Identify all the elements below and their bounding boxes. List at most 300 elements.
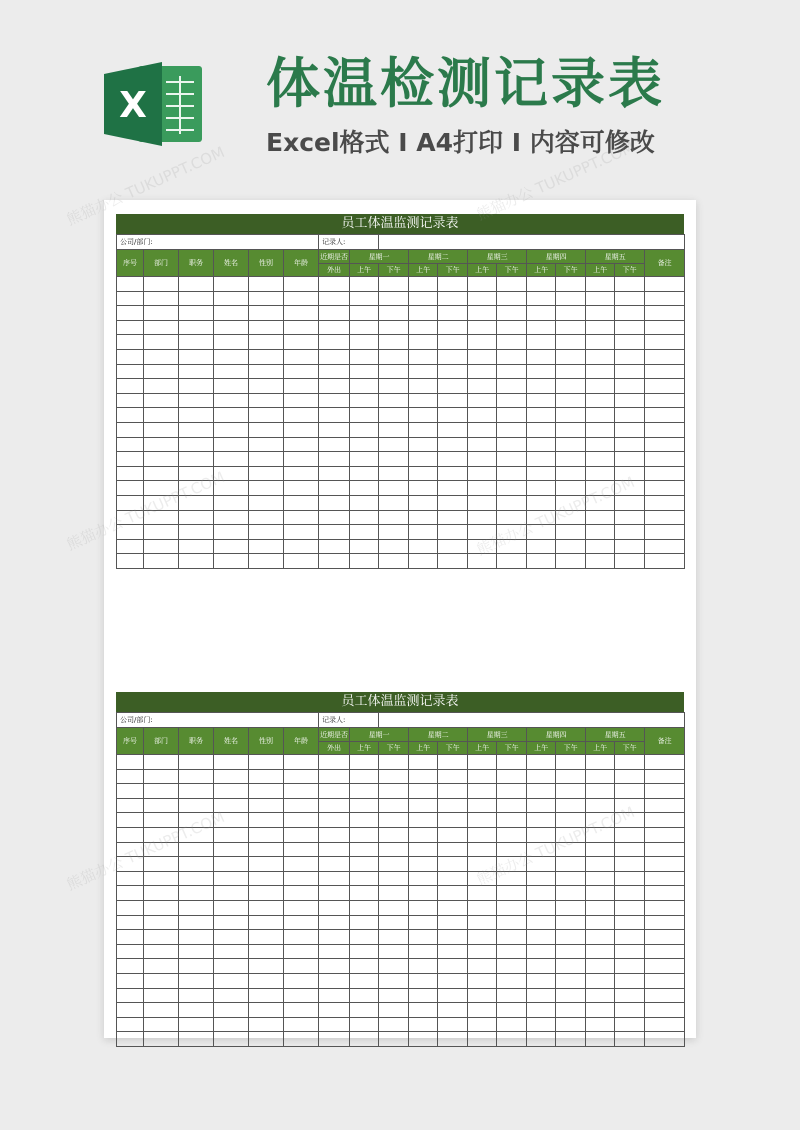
table-cell[interactable] xyxy=(117,973,144,988)
table-cell[interactable] xyxy=(615,755,645,770)
table-cell[interactable] xyxy=(379,320,409,335)
table-cell[interactable] xyxy=(409,306,438,321)
table-cell[interactable] xyxy=(497,930,527,945)
table-cell[interactable] xyxy=(615,510,645,525)
table-cell[interactable] xyxy=(527,481,556,496)
table-cell[interactable] xyxy=(556,871,586,886)
table-cell[interactable] xyxy=(350,525,379,540)
table-cell[interactable] xyxy=(556,320,586,335)
table-cell[interactable] xyxy=(468,798,497,813)
table-cell[interactable] xyxy=(497,495,527,510)
table-cell[interactable] xyxy=(438,871,468,886)
table-cell[interactable] xyxy=(645,1032,685,1047)
table-cell[interactable] xyxy=(645,335,685,350)
table-cell[interactable] xyxy=(179,466,214,481)
table-cell[interactable] xyxy=(438,466,468,481)
table-cell[interactable] xyxy=(249,1032,284,1047)
table-cell[interactable] xyxy=(468,291,497,306)
table-cell[interactable] xyxy=(586,857,615,872)
table-cell[interactable] xyxy=(468,857,497,872)
table-cell[interactable] xyxy=(319,481,350,496)
table-cell[interactable] xyxy=(556,539,586,554)
table-cell[interactable] xyxy=(284,784,319,799)
table-cell[interactable] xyxy=(438,452,468,467)
table-cell[interactable] xyxy=(179,1032,214,1047)
table-cell[interactable] xyxy=(379,539,409,554)
table-cell[interactable] xyxy=(468,393,497,408)
table-cell[interactable] xyxy=(438,959,468,974)
table-cell[interactable] xyxy=(249,944,284,959)
table-cell[interactable] xyxy=(117,277,144,292)
table-cell[interactable] xyxy=(249,364,284,379)
table-cell[interactable] xyxy=(350,959,379,974)
table-cell[interactable] xyxy=(319,554,350,569)
table-cell[interactable] xyxy=(497,349,527,364)
table-cell[interactable] xyxy=(468,944,497,959)
table-cell[interactable] xyxy=(350,277,379,292)
table-cell[interactable] xyxy=(409,349,438,364)
table-cell[interactable] xyxy=(249,320,284,335)
table-cell[interactable] xyxy=(179,784,214,799)
table-cell[interactable] xyxy=(350,900,379,915)
table-cell[interactable] xyxy=(468,755,497,770)
table-cell[interactable] xyxy=(284,379,319,394)
table-cell[interactable] xyxy=(409,900,438,915)
table-cell[interactable] xyxy=(379,784,409,799)
table-cell[interactable] xyxy=(179,813,214,828)
table-cell[interactable] xyxy=(438,842,468,857)
table-cell[interactable] xyxy=(319,335,350,350)
table-cell[interactable] xyxy=(319,437,350,452)
table-cell[interactable] xyxy=(497,827,527,842)
table-cell[interactable] xyxy=(556,291,586,306)
table-cell[interactable] xyxy=(117,784,144,799)
table-cell[interactable] xyxy=(556,769,586,784)
table-cell[interactable] xyxy=(179,393,214,408)
table-cell[interactable] xyxy=(409,320,438,335)
table-cell[interactable] xyxy=(249,784,284,799)
table-cell[interactable] xyxy=(586,871,615,886)
table-cell[interactable] xyxy=(319,408,350,423)
table-cell[interactable] xyxy=(284,988,319,1003)
table-cell[interactable] xyxy=(214,769,249,784)
table-cell[interactable] xyxy=(497,277,527,292)
table-cell[interactable] xyxy=(117,959,144,974)
table-cell[interactable] xyxy=(350,842,379,857)
table-cell[interactable] xyxy=(350,1017,379,1032)
table-cell[interactable] xyxy=(117,320,144,335)
table-cell[interactable] xyxy=(497,452,527,467)
table-cell[interactable] xyxy=(214,393,249,408)
table-cell[interactable] xyxy=(284,1003,319,1018)
table-cell[interactable] xyxy=(586,988,615,1003)
table-cell[interactable] xyxy=(556,408,586,423)
table-cell[interactable] xyxy=(249,813,284,828)
table-cell[interactable] xyxy=(586,466,615,481)
table-cell[interactable] xyxy=(586,437,615,452)
table-cell[interactable] xyxy=(556,900,586,915)
table-cell[interactable] xyxy=(438,813,468,828)
table-cell[interactable] xyxy=(144,393,179,408)
table-cell[interactable] xyxy=(527,784,556,799)
table-cell[interactable] xyxy=(144,525,179,540)
table-cell[interactable] xyxy=(350,769,379,784)
table-cell[interactable] xyxy=(409,495,438,510)
table-cell[interactable] xyxy=(350,349,379,364)
table-cell[interactable] xyxy=(284,769,319,784)
table-cell[interactable] xyxy=(179,857,214,872)
table-cell[interactable] xyxy=(409,525,438,540)
table-cell[interactable] xyxy=(586,813,615,828)
table-cell[interactable] xyxy=(379,481,409,496)
table-cell[interactable] xyxy=(409,1017,438,1032)
table-cell[interactable] xyxy=(350,857,379,872)
table-cell[interactable] xyxy=(586,349,615,364)
table-cell[interactable] xyxy=(249,973,284,988)
table-cell[interactable] xyxy=(556,944,586,959)
table-cell[interactable] xyxy=(214,1003,249,1018)
table-cell[interactable] xyxy=(249,871,284,886)
table-cell[interactable] xyxy=(468,306,497,321)
table-cell[interactable] xyxy=(497,306,527,321)
table-cell[interactable] xyxy=(409,930,438,945)
table-cell[interactable] xyxy=(409,510,438,525)
table-cell[interactable] xyxy=(117,291,144,306)
table-cell[interactable] xyxy=(468,871,497,886)
table-cell[interactable] xyxy=(438,988,468,1003)
table-cell[interactable] xyxy=(438,944,468,959)
table-cell[interactable] xyxy=(409,437,438,452)
table-cell[interactable] xyxy=(527,277,556,292)
table-cell[interactable] xyxy=(379,944,409,959)
table-cell[interactable] xyxy=(179,769,214,784)
table-cell[interactable] xyxy=(468,959,497,974)
table-cell[interactable] xyxy=(556,466,586,481)
table-cell[interactable] xyxy=(438,495,468,510)
table-cell[interactable] xyxy=(144,973,179,988)
table-cell[interactable] xyxy=(117,408,144,423)
table-cell[interactable] xyxy=(350,510,379,525)
table-cell[interactable] xyxy=(379,798,409,813)
table-cell[interactable] xyxy=(556,886,586,901)
table-cell[interactable] xyxy=(409,364,438,379)
table-cell[interactable] xyxy=(438,379,468,394)
table-cell[interactable] xyxy=(468,481,497,496)
table-cell[interactable] xyxy=(117,1017,144,1032)
table-cell[interactable] xyxy=(586,827,615,842)
table-cell[interactable] xyxy=(249,798,284,813)
table-cell[interactable] xyxy=(615,900,645,915)
table-cell[interactable] xyxy=(214,755,249,770)
table-cell[interactable] xyxy=(350,481,379,496)
table-cell[interactable] xyxy=(645,988,685,1003)
table-cell[interactable] xyxy=(438,755,468,770)
table-cell[interactable] xyxy=(527,291,556,306)
table-cell[interactable] xyxy=(319,988,350,1003)
table-cell[interactable] xyxy=(556,349,586,364)
table-cell[interactable] xyxy=(249,930,284,945)
table-cell[interactable] xyxy=(615,422,645,437)
table-cell[interactable] xyxy=(214,510,249,525)
table-cell[interactable] xyxy=(497,1032,527,1047)
table-cell[interactable] xyxy=(438,320,468,335)
table-cell[interactable] xyxy=(179,364,214,379)
table-cell[interactable] xyxy=(144,769,179,784)
table-cell[interactable] xyxy=(319,798,350,813)
table-cell[interactable] xyxy=(319,466,350,481)
table-cell[interactable] xyxy=(645,539,685,554)
table-cell[interactable] xyxy=(645,349,685,364)
table-cell[interactable] xyxy=(615,915,645,930)
table-cell[interactable] xyxy=(117,554,144,569)
table-cell[interactable] xyxy=(284,755,319,770)
table-cell[interactable] xyxy=(497,871,527,886)
table-cell[interactable] xyxy=(249,755,284,770)
table-cell[interactable] xyxy=(556,973,586,988)
table-cell[interactable] xyxy=(214,886,249,901)
table-cell[interactable] xyxy=(284,798,319,813)
table-cell[interactable] xyxy=(319,813,350,828)
table-cell[interactable] xyxy=(556,510,586,525)
table-cell[interactable] xyxy=(615,827,645,842)
table-cell[interactable] xyxy=(249,306,284,321)
table-cell[interactable] xyxy=(586,306,615,321)
table-cell[interactable] xyxy=(645,1017,685,1032)
table-cell[interactable] xyxy=(179,900,214,915)
table-cell[interactable] xyxy=(615,842,645,857)
table-cell[interactable] xyxy=(117,452,144,467)
table-cell[interactable] xyxy=(497,813,527,828)
table-cell[interactable] xyxy=(527,857,556,872)
table-cell[interactable] xyxy=(527,466,556,481)
table-cell[interactable] xyxy=(645,973,685,988)
table-cell[interactable] xyxy=(379,525,409,540)
table-cell[interactable] xyxy=(645,871,685,886)
table-cell[interactable] xyxy=(214,1017,249,1032)
table-cell[interactable] xyxy=(468,842,497,857)
table-cell[interactable] xyxy=(284,422,319,437)
table-cell[interactable] xyxy=(319,871,350,886)
table-cell[interactable] xyxy=(284,1017,319,1032)
table-cell[interactable] xyxy=(438,393,468,408)
table-cell[interactable] xyxy=(527,364,556,379)
table-cell[interactable] xyxy=(144,930,179,945)
table-cell[interactable] xyxy=(117,930,144,945)
table-cell[interactable] xyxy=(645,915,685,930)
table-cell[interactable] xyxy=(284,813,319,828)
table-cell[interactable] xyxy=(645,900,685,915)
table-cell[interactable] xyxy=(645,554,685,569)
table-cell[interactable] xyxy=(284,510,319,525)
table-cell[interactable] xyxy=(527,973,556,988)
table-cell[interactable] xyxy=(468,466,497,481)
table-cell[interactable] xyxy=(319,842,350,857)
table-cell[interactable] xyxy=(379,988,409,1003)
table-cell[interactable] xyxy=(468,379,497,394)
table-cell[interactable] xyxy=(350,422,379,437)
table-cell[interactable] xyxy=(117,827,144,842)
table-cell[interactable] xyxy=(350,437,379,452)
table-cell[interactable] xyxy=(319,784,350,799)
table-cell[interactable] xyxy=(497,466,527,481)
table-cell[interactable] xyxy=(144,320,179,335)
table-cell[interactable] xyxy=(284,915,319,930)
table-cell[interactable] xyxy=(214,857,249,872)
table-cell[interactable] xyxy=(379,973,409,988)
table-cell[interactable] xyxy=(468,886,497,901)
table-cell[interactable] xyxy=(409,1003,438,1018)
table-cell[interactable] xyxy=(497,525,527,540)
table-cell[interactable] xyxy=(179,539,214,554)
table-cell[interactable] xyxy=(284,393,319,408)
table-cell[interactable] xyxy=(379,379,409,394)
table-cell[interactable] xyxy=(350,393,379,408)
table-cell[interactable] xyxy=(645,364,685,379)
table-cell[interactable] xyxy=(144,510,179,525)
table-cell[interactable] xyxy=(214,349,249,364)
table-cell[interactable] xyxy=(284,349,319,364)
table-cell[interactable] xyxy=(586,769,615,784)
table-cell[interactable] xyxy=(117,495,144,510)
table-cell[interactable] xyxy=(379,408,409,423)
table-cell[interactable] xyxy=(144,1032,179,1047)
table-cell[interactable] xyxy=(438,900,468,915)
table-cell[interactable] xyxy=(379,349,409,364)
table-cell[interactable] xyxy=(645,784,685,799)
table-cell[interactable] xyxy=(615,525,645,540)
table-cell[interactable] xyxy=(249,422,284,437)
table-cell[interactable] xyxy=(556,930,586,945)
table-cell[interactable] xyxy=(556,335,586,350)
table-cell[interactable] xyxy=(350,320,379,335)
table-cell[interactable] xyxy=(615,1003,645,1018)
table-cell[interactable] xyxy=(214,900,249,915)
table-cell[interactable] xyxy=(214,539,249,554)
table-cell[interactable] xyxy=(645,495,685,510)
table-cell[interactable] xyxy=(249,842,284,857)
table-cell[interactable] xyxy=(144,291,179,306)
table-cell[interactable] xyxy=(179,510,214,525)
table-cell[interactable] xyxy=(645,393,685,408)
table-cell[interactable] xyxy=(179,886,214,901)
table-cell[interactable] xyxy=(438,510,468,525)
table-cell[interactable] xyxy=(438,886,468,901)
table-cell[interactable] xyxy=(438,349,468,364)
table-cell[interactable] xyxy=(645,291,685,306)
table-cell[interactable] xyxy=(438,1017,468,1032)
table-cell[interactable] xyxy=(645,959,685,974)
table-cell[interactable] xyxy=(497,900,527,915)
table-cell[interactable] xyxy=(179,798,214,813)
table-cell[interactable] xyxy=(615,1032,645,1047)
table-cell[interactable] xyxy=(615,481,645,496)
table-cell[interactable] xyxy=(319,539,350,554)
table-cell[interactable] xyxy=(144,437,179,452)
table-cell[interactable] xyxy=(319,1032,350,1047)
table-cell[interactable] xyxy=(438,1032,468,1047)
table-cell[interactable] xyxy=(468,320,497,335)
table-cell[interactable] xyxy=(179,422,214,437)
table-cell[interactable] xyxy=(379,452,409,467)
table-cell[interactable] xyxy=(379,466,409,481)
table-cell[interactable] xyxy=(586,291,615,306)
table-cell[interactable] xyxy=(319,1017,350,1032)
table-cell[interactable] xyxy=(144,495,179,510)
table-cell[interactable] xyxy=(117,988,144,1003)
table-cell[interactable] xyxy=(497,335,527,350)
table-cell[interactable] xyxy=(319,525,350,540)
table-cell[interactable] xyxy=(249,481,284,496)
table-cell[interactable] xyxy=(527,886,556,901)
table-cell[interactable] xyxy=(379,857,409,872)
table-cell[interactable] xyxy=(409,539,438,554)
table-cell[interactable] xyxy=(409,291,438,306)
table-cell[interactable] xyxy=(144,379,179,394)
table-cell[interactable] xyxy=(144,959,179,974)
table-cell[interactable] xyxy=(179,1017,214,1032)
table-cell[interactable] xyxy=(438,437,468,452)
table-cell[interactable] xyxy=(379,842,409,857)
table-cell[interactable] xyxy=(409,944,438,959)
table-cell[interactable] xyxy=(556,915,586,930)
table-cell[interactable] xyxy=(438,973,468,988)
table-cell[interactable] xyxy=(527,422,556,437)
table-cell[interactable] xyxy=(249,769,284,784)
table-cell[interactable] xyxy=(409,1032,438,1047)
table-cell[interactable] xyxy=(249,291,284,306)
table-cell[interactable] xyxy=(527,1017,556,1032)
table-cell[interactable] xyxy=(350,335,379,350)
table-cell[interactable] xyxy=(117,335,144,350)
table-cell[interactable] xyxy=(409,379,438,394)
table-cell[interactable] xyxy=(468,900,497,915)
table-cell[interactable] xyxy=(284,335,319,350)
table-cell[interactable] xyxy=(214,306,249,321)
table-cell[interactable] xyxy=(144,1017,179,1032)
table-cell[interactable] xyxy=(527,525,556,540)
table-cell[interactable] xyxy=(350,364,379,379)
table-cell[interactable] xyxy=(284,1032,319,1047)
table-cell[interactable] xyxy=(409,798,438,813)
table-cell[interactable] xyxy=(249,525,284,540)
table-cell[interactable] xyxy=(586,1003,615,1018)
table-cell[interactable] xyxy=(179,973,214,988)
table-cell[interactable] xyxy=(179,915,214,930)
table-cell[interactable] xyxy=(497,422,527,437)
table-cell[interactable] xyxy=(615,437,645,452)
table-cell[interactable] xyxy=(527,408,556,423)
table-cell[interactable] xyxy=(645,379,685,394)
table-cell[interactable] xyxy=(586,886,615,901)
table-cell[interactable] xyxy=(527,306,556,321)
table-cell[interactable] xyxy=(350,379,379,394)
table-cell[interactable] xyxy=(214,813,249,828)
table-cell[interactable] xyxy=(409,755,438,770)
table-cell[interactable] xyxy=(319,320,350,335)
table-cell[interactable] xyxy=(144,466,179,481)
table-cell[interactable] xyxy=(350,1003,379,1018)
table-cell[interactable] xyxy=(214,408,249,423)
table-cell[interactable] xyxy=(645,827,685,842)
table-cell[interactable] xyxy=(379,510,409,525)
table-cell[interactable] xyxy=(586,277,615,292)
table-cell[interactable] xyxy=(249,437,284,452)
table-cell[interactable] xyxy=(438,539,468,554)
table-cell[interactable] xyxy=(556,554,586,569)
table-cell[interactable] xyxy=(438,930,468,945)
table-cell[interactable] xyxy=(615,871,645,886)
table-cell[interactable] xyxy=(284,973,319,988)
